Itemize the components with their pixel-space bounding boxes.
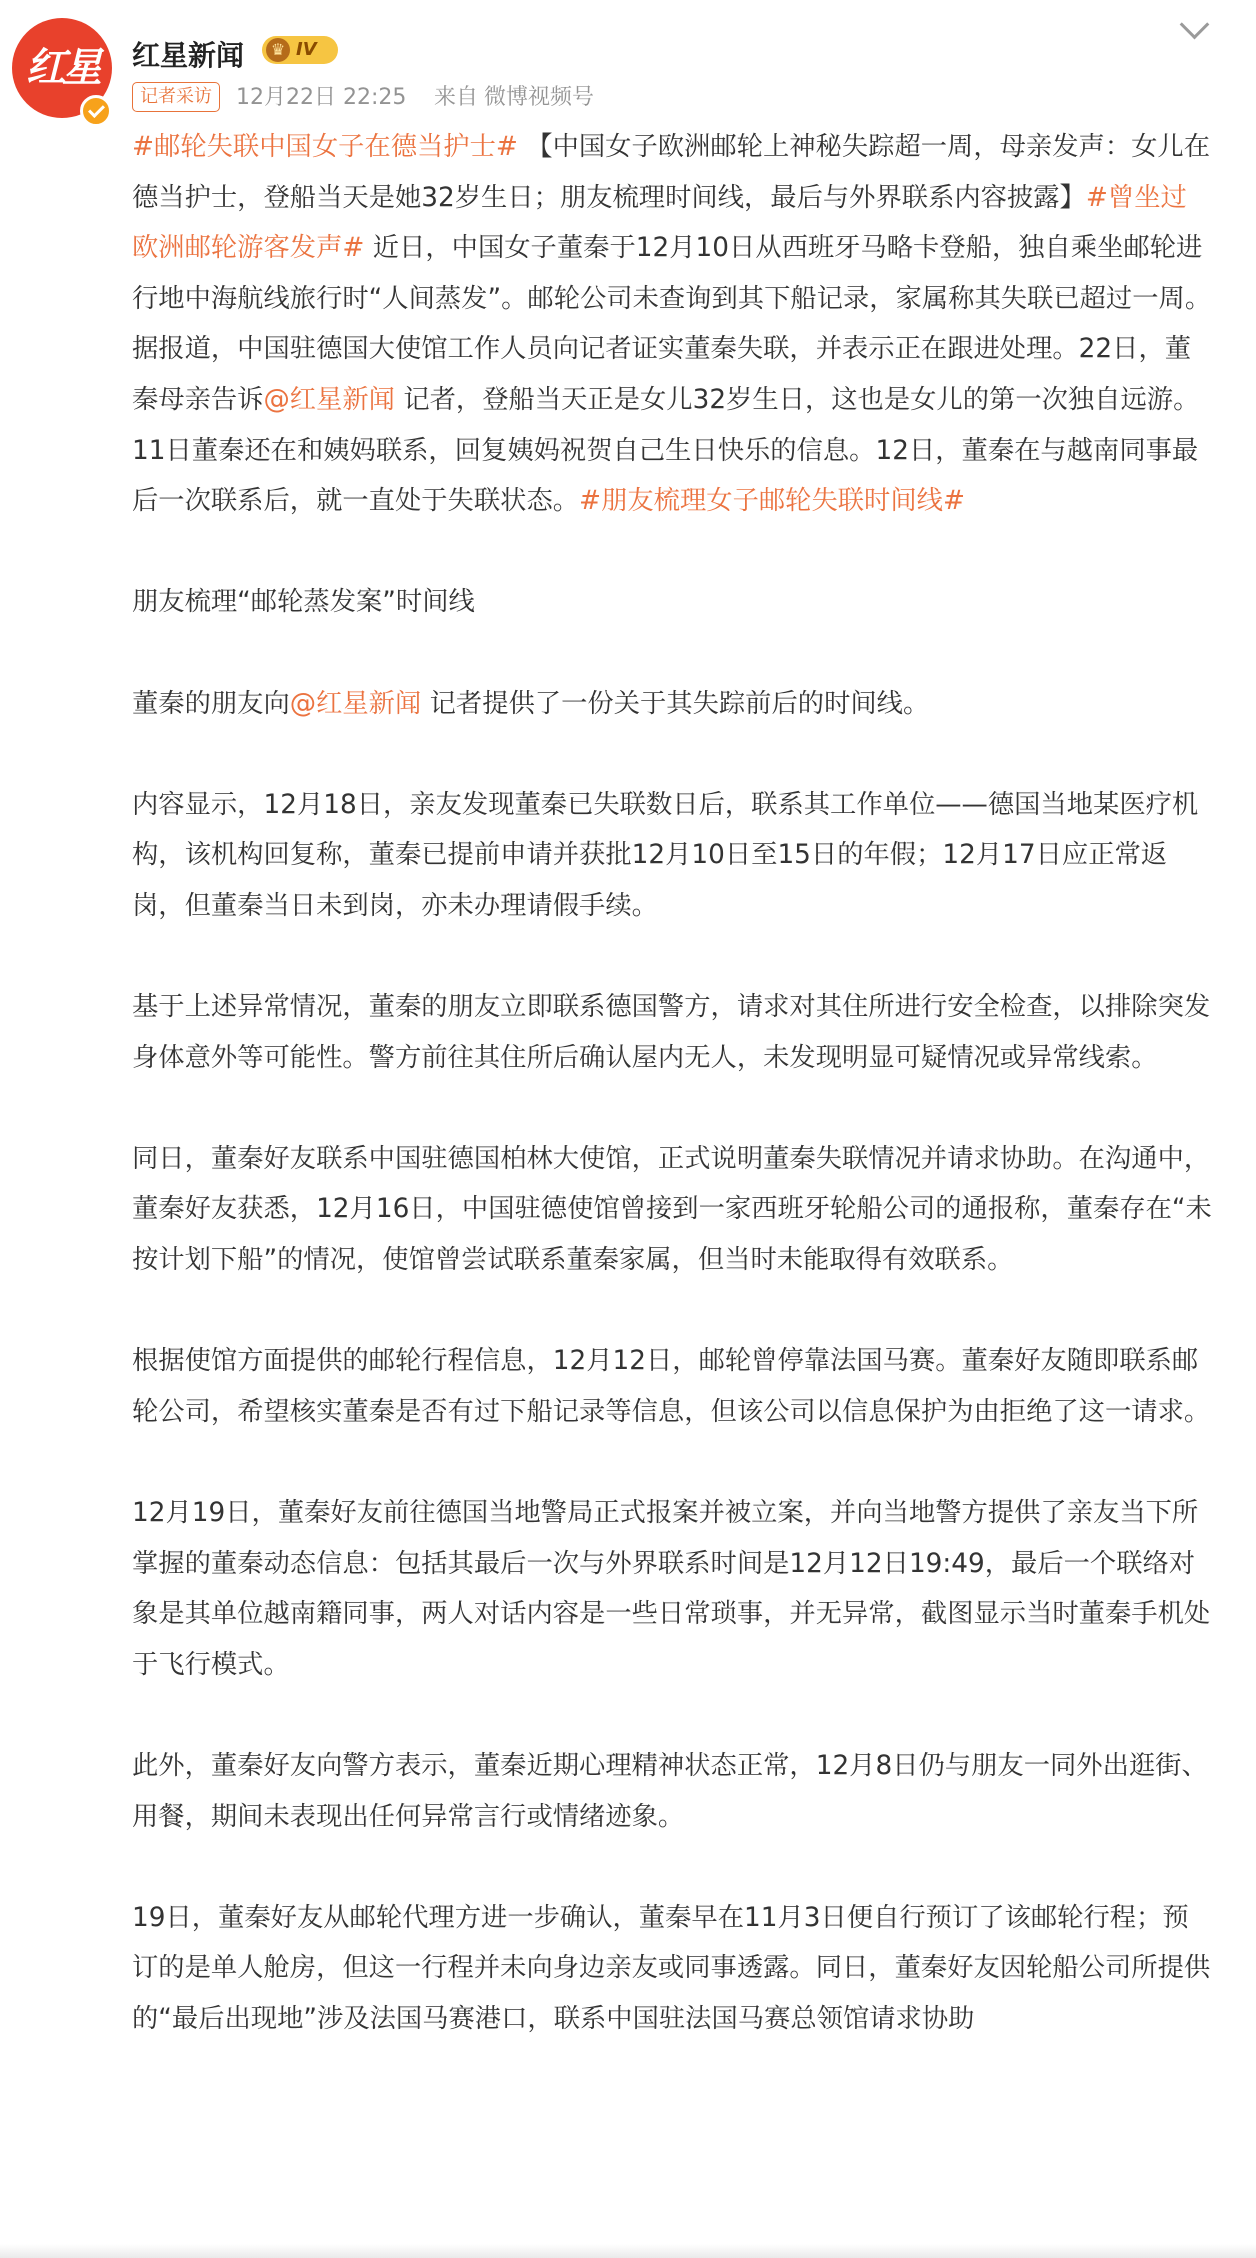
post-source-app[interactable]: 微博视频号 — [484, 85, 595, 110]
vip-level: IV — [296, 39, 317, 60]
paragraph: 12月19日，董秦好友前往德国当地警局正式报案并被立案，并向当地警方提供了亲友当下所掌握的董秦动态信息：包括其最后一次与外界联系时间是12月12日19:49，最后一个联络对象是其单位越南籍同事，两人对话内容是一些日常琐事，并无异常，截图显示当时董秦手机处于飞行模式。 — [132, 1498, 1211, 1680]
body-text: 记者，登船当天正是女儿32岁生日，这也是女儿的第一次独自远游。11日董秦还在和姨妈联系，回复姨妈祝贺自己生日快乐的信息。12日，董秦在与越南同事最后一次联系后，就一直处于失联状态。 — [132, 384, 1200, 517]
headline-text: 【中国女子欧洲邮轮上神秘失踪超一周，母亲发声：女 — [526, 132, 1158, 162]
headline-text: 儿在德当护士，登船当天是她32岁生日；朋友梳理时间线，最后与外界联系内容披露】 — [132, 132, 1211, 213]
account-name[interactable]: 红星新闻 — [132, 39, 245, 72]
vip-badge[interactable] — [262, 36, 338, 64]
chevron-down-icon[interactable] — [1180, 10, 1210, 40]
paragraph: 同日，董秦好友联系中国驻德国柏林大使馆，正式说明董秦失联情况并请求协助。在沟通中，董秦好友获悉，12月16日，中国驻德使馆曾接到一家西班牙轮船公司的通报称，董秦存在“未按计划下船”的情况，使馆曾尝试联系董秦家属，但当时未能取得有效联系。 — [132, 1143, 1212, 1276]
paragraph-intro — [132, 122, 1212, 527]
paragraph: 内容显示，12月18日，亲友发现董秦已失联数日后，联系其工作单位——德国当地某医疗机构，该机构回复称，董秦已提前申请并获批12月10日至15日的年假；12月17日应正常返岗，但董秦当日未到岗，亦未办理请假手续。 — [132, 789, 1199, 921]
body-text: 近日，中国女子董秦于12月10日从西班牙马略卡登船，独自乘坐邮轮进行地中海航线旅行时“人间蒸发”。邮轮公司未查询到其下船记录，家属称其失联已超过一周。据报道，中国驻德国大使馆工作人员向记者证实董秦失联，并表示正在跟进处理。22日，董秦母亲告诉 — [132, 233, 1212, 415]
verified-badge-icon — [80, 95, 112, 127]
post-header — [0, 0, 1256, 125]
hashtag-link[interactable]: #朋友梳理女子邮轮失联时间线# — [579, 486, 965, 517]
paragraph: 19日，董秦好友从邮轮代理方进一步确认，董秦早在11月3日便自行预订了该邮轮行程；预订的是单人舱房，但这一行程并未向身边亲友或同事透露。同日，董秦好友因轮船公司所提供的“最后出现地”涉及法国马赛港口，联系中国驻法国马赛总领馆请求协助 — [132, 1902, 1211, 2034]
source-tag: 记者采访 — [132, 82, 220, 112]
body-text: 董秦的朋友向 — [132, 688, 290, 719]
post-body — [132, 122, 1212, 2045]
paragraph: 根据使馆方面提供的邮轮行程信息，12月12日，邮轮曾停靠法国马赛。董秦好友随即联系邮轮公司，希望核实董秦是否有过下船记录等信息，但该公司以信息保护为由拒绝了这一请求。 — [132, 1346, 1211, 1427]
paragraph: 基于上述异常情况，董秦的朋友立即联系德国警方，请求对其住所进行安全检查，以排除突发身体意外等可能性。警方前往其住所后确认屋内无人，未发现明显可疑情况或异常线索。 — [132, 992, 1211, 1073]
section-heading: 朋友梳理“邮轮蒸发案”时间线 — [132, 587, 475, 618]
hashtag-link[interactable]: #邮轮失联中国女子在德当护士# — [132, 132, 518, 162]
bottom-fade — [0, 2244, 1256, 2258]
avatar-logo-text: 红星 — [26, 44, 98, 91]
mention-link[interactable]: @红星新闻 — [263, 384, 395, 415]
body-text: 记者提供了一份关于其失踪前后的时间线。 — [429, 688, 930, 719]
crown-icon: ♛ — [266, 38, 290, 62]
paragraph: 此外，董秦好友向警方表示，董秦近期心理精神状态正常，12月8日仍与朋友一同外出逛街、用餐，期间未表现出任何异常言行或情绪迹象。 — [132, 1751, 1208, 1832]
hashtag-link[interactable]: #曾坐过欧洲邮轮游客发声# — [132, 182, 1187, 264]
post-time: 12月22日 22:25 — [236, 85, 407, 110]
paragraph — [132, 679, 1212, 730]
post-from-label: 来自 — [434, 85, 479, 110]
mention-link[interactable]: @红星新闻 — [289, 688, 422, 719]
